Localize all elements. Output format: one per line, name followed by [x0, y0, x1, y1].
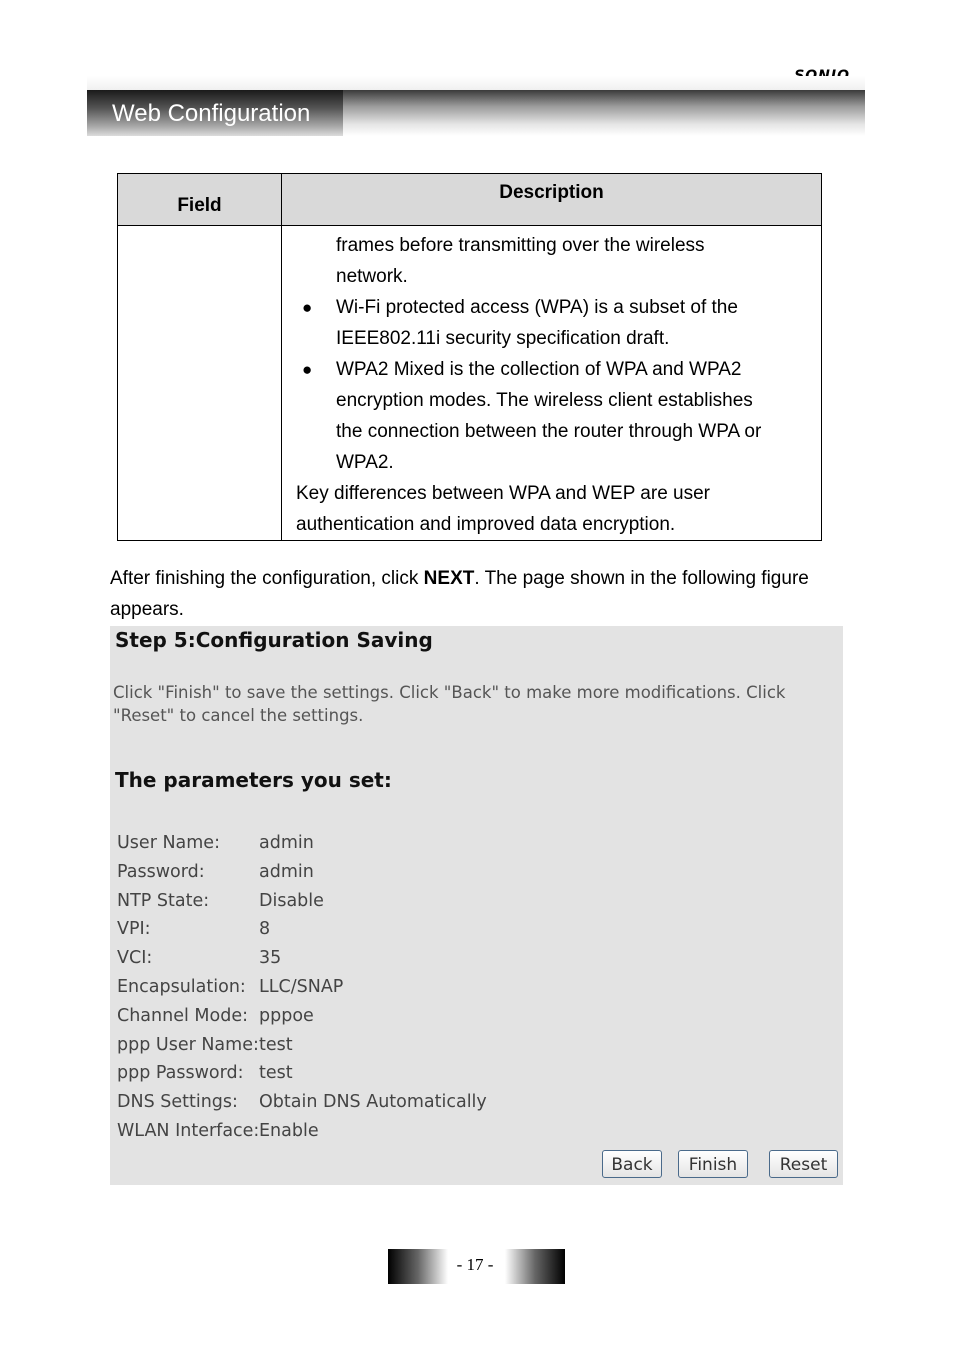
header-topline [87, 76, 865, 90]
description-cell [282, 226, 822, 541]
param-key: Password: [117, 861, 205, 882]
param-key: NTP State: [117, 890, 210, 911]
param-key: Channel Mode: [117, 1005, 248, 1026]
desc-note: authentication and improved data encryption. [296, 514, 676, 535]
param-key: Encapsulation: [117, 976, 246, 997]
param-value: 8 [259, 919, 271, 940]
param-value: Disable [259, 890, 324, 911]
button-row [110, 1150, 843, 1180]
param-value: Enable [259, 1120, 319, 1141]
footer-gradient-left [388, 1249, 448, 1284]
parameters-heading: The parameters you set: [115, 768, 392, 792]
param-value: LLC/SNAP [259, 976, 344, 997]
param-value: Obtain DNS Automatically [259, 1092, 487, 1113]
config-saving-screenshot [110, 626, 843, 1185]
bullet-item [296, 292, 807, 323]
paragraph-text: After finishing the configuration, click [110, 568, 424, 589]
param-row [117, 1059, 487, 1088]
param-value: admin [259, 861, 314, 882]
parameter-list [117, 829, 487, 1146]
param-row [117, 887, 487, 916]
description-column-header: Description [282, 174, 822, 226]
param-key: DNS Settings: [117, 1092, 238, 1113]
param-row [117, 1031, 487, 1060]
instruction-paragraph [110, 563, 870, 625]
desc-line: WPA2. [336, 452, 394, 473]
reset-button[interactable]: Reset [769, 1150, 838, 1178]
desc-line: network. [336, 266, 408, 287]
param-key: ppp User Name: [117, 1034, 259, 1055]
param-row [117, 829, 487, 858]
footer-gradient-right [505, 1249, 565, 1284]
field-description-table [117, 173, 822, 541]
param-value: 35 [259, 948, 282, 969]
param-key: VPI: [117, 919, 151, 940]
field-column-header: Field [118, 174, 282, 226]
param-key: User Name: [117, 833, 220, 853]
finish-button[interactable]: Finish [678, 1150, 748, 1178]
desc-line: the connection between the router through WPA or [336, 421, 762, 442]
param-key: VCI: [117, 948, 153, 969]
bullet-text: WPA2 Mixed is the collection of WPA and WPA2 [336, 359, 742, 380]
desc-line: IEEE802.11i security specification draft. [336, 328, 670, 349]
bullet-text: Wi-Fi protected access (WPA) is a subset of the [336, 297, 738, 318]
paragraph-text: . The page shown in the following figure appears. [110, 568, 809, 620]
step-instruction: Click "Finish" to save the settings. Click "Back" to make more modifications. Click "Reset" to cancel the settings. [113, 683, 786, 725]
param-row [117, 858, 487, 887]
bullet-icon: ● [302, 360, 313, 379]
bullet-icon: ● [302, 298, 313, 317]
param-row [117, 1002, 487, 1031]
param-row [117, 1117, 487, 1146]
back-button[interactable]: Back [602, 1150, 662, 1178]
desc-line: encryption modes. The wireless client establishes [336, 390, 753, 411]
section-title: Web Configuration [112, 100, 311, 127]
param-key: ppp Password: [117, 1063, 244, 1084]
desc-note: Key differences between WPA and WEP are user [296, 483, 711, 504]
bullet-item [296, 354, 807, 385]
page-number: - 17 - [456, 1255, 494, 1274]
param-row [117, 1088, 487, 1117]
param-value: test [259, 1034, 293, 1055]
field-cell [118, 226, 282, 541]
param-row [117, 915, 487, 944]
table-header-row [118, 174, 822, 226]
param-row [117, 973, 487, 1002]
param-value: admin [259, 833, 314, 853]
param-value: test [259, 1063, 293, 1084]
desc-line: frames before transmitting over the wireless [336, 235, 705, 256]
step-title: Step 5:Configuration Saving [115, 628, 433, 652]
table-row [118, 226, 822, 541]
param-value: pppoe [259, 1005, 314, 1026]
param-row [117, 944, 487, 973]
next-emphasis: NEXT [423, 568, 475, 589]
param-key: WLAN Interface: [117, 1120, 260, 1141]
